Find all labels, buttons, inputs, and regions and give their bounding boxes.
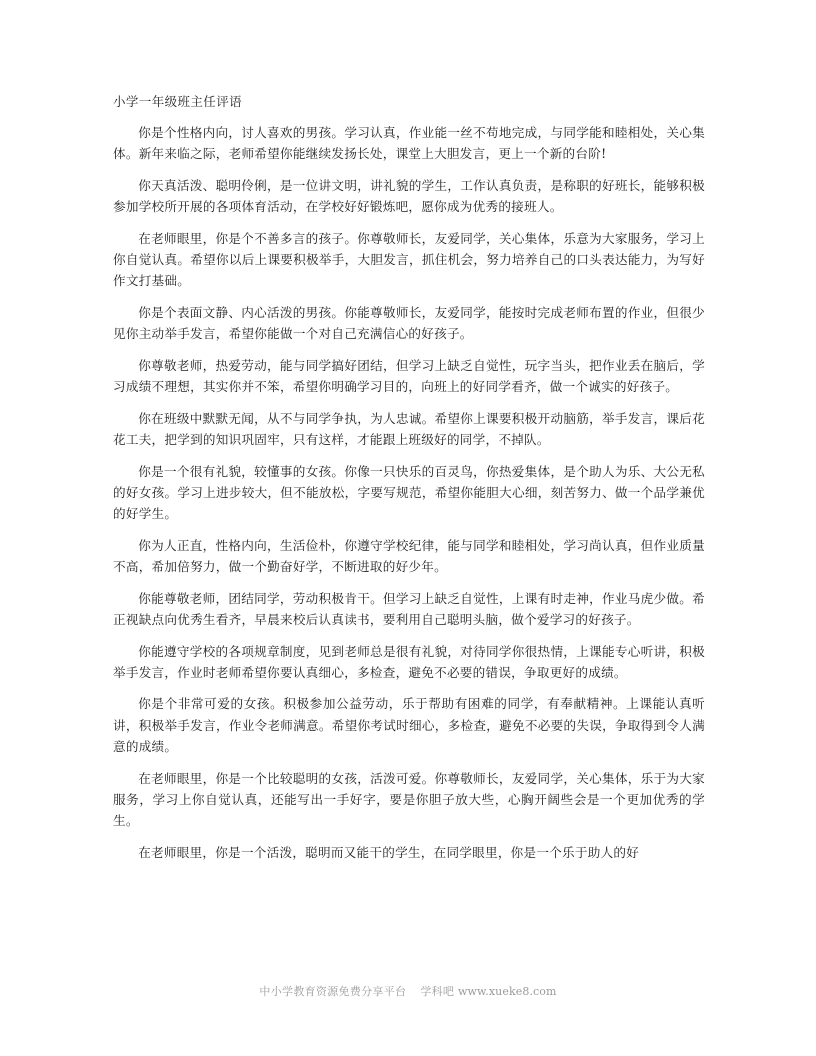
paragraph: 在老师眼里，你是一个比较聪明的女孩，活泼可爱。你尊敬师长，友爱同学，关心集体，乐于为大家服务，学习上你自觉认真，还能写出一手好字，要是你胆子放大些，心胸开阔些会是一个更加优秀的学生。 [113,770,705,828]
paragraph: 你能尊敬老师，团结同学，劳动积极肯干。但学习上缺乏自觉性，上课有时走神，作业马虎少做。希正视缺点向优秀生看齐，早晨来校后认真读书，要利用自己聪明头脑，做个爱学习的好孩子。 [113,590,705,627]
paragraph: 在老师眼里，你是一个活泼，聪明而又能干的学生，在同学眼里，你是一个乐于助人的好 [138,844,640,860]
paragraph: 你是一个很有礼貌，较懂事的女孩。你像一只快乐的百灵鸟，你热爱集体，是个助人为乐、大公无私的好女孩。学习上进步较大，但不能放松，字要写规范，希望你能胆大心细，刻苦努力、做一个品学兼优的好学生。 [113,463,705,522]
footer-url: www.xueke8.com [458,985,557,998]
paragraph: 你是个表面文静、内心活泼的男孩。你能尊敬师长，友爱同学，能按时完成老师布置的作业，但很少见你主动举手发言，希望你能做一个对自己充满信心的好孩子。 [113,304,705,342]
paragraph: 你是个性格内向，讨人喜欢的男孩。学习认真，作业能一丝不苟地完成，与同学能和睦相处，关心集体。新年来临之际，老师希望你能继续发扬长处，课堂上大胆发言，更上一个新的台阶! [113,125,705,162]
paragraph: 你天真活泼、聪明伶俐，是一位讲文明，讲礼貌的学生，工作认真负责，是称职的好班长，能够积极参加学校所开展的各项体育活动，在学校好好锻炼吧，愿你成为优秀的接班人。 [113,177,705,215]
paragraph: 你为人正直，性格内向，生活俭朴，你遵守学校纪律，能与同学和睦相处，学习尚认真，但作业质量不高，希加倍努力，做一个勤奋好学，不断进取的好少年。 [113,537,705,574]
paragraph: 你是个非常可爱的女孩。积极参加公益劳动，乐于帮助有困难的同学，有奉献精神。上课能认真听讲，积极举手发言，作业令老师满意。希望你考试时细心，多检查，避免不必要的失误，争取得到令人满意的成绩。 [113,696,705,754]
footer-platform-label: 中小学教育资源免费分享平台 [259,985,407,998]
document-body [113,92,705,863]
footer-site-name: 学科吧 [420,985,455,998]
paragraph: 你尊敬老师，热爱劳动，能与同学搞好团结，但学习上缺乏自觉性，玩字当头，把作业丢在脑后，学习成绩不理想，其实你并不笨，希望你明确学习目的，向班上的好同学看齐，做一个诚实的好孩子。 [113,357,705,395]
page-footer [0,984,816,1000]
page-title: 小学一年级班主任评语 [113,94,243,109]
paragraph: 你在班级中默默无闻，从不与同学争执，为人忠诚。希望你上课要积极开动脑筋，举手发言，课后花花工夫，把学到的知识巩固牢，只有这样，才能跟上班级好的同学，不掉队。 [113,410,705,447]
paragraph: 你能遵守学校的各项规章制度，见到老师总是很有礼貌，对待同学你很热情，上课能专心听讲，积极举手发言，作业时老师希望你要认真细心，多检查，避免不必要的错误，争取更好的成绩。 [113,643,705,680]
paragraph: 在老师眼里，你是个不善多言的孩子。你尊敬师长，友爱同学，关心集体，乐意为大家服务，学习上你自觉认真。希望你以后上课要积极举手，大胆发言，抓住机会，努力培养自己的口头表达能力，为写好作文打基础。 [113,230,705,289]
